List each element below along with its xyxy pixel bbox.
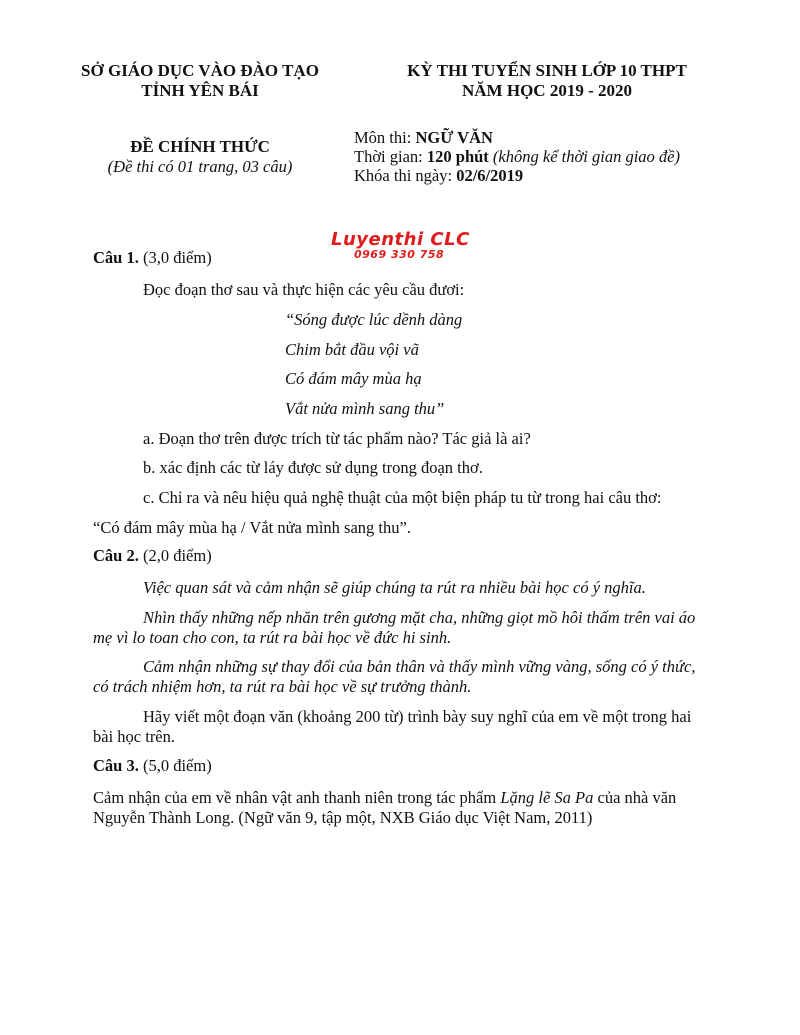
question-1-heading: [93, 248, 212, 268]
time-value: 120 phút: [426, 147, 489, 166]
question-3-label: Câu 3.: [93, 756, 139, 775]
question-1-c: c. Chỉ ra và nêu hiệu quả nghệ thuật của một biện pháp tu từ trong hai câu thơ:: [143, 488, 662, 507]
question-2-heading: [93, 546, 212, 566]
question-3-text-cont: Nguyễn Thành Long. (Ngữ văn 9, tập một, NXB Giáo dục Việt Nam, 2011): [93, 808, 593, 827]
school-year: NĂM HỌC 2019 - 2020: [462, 81, 632, 100]
question-3-work-title: Lặng lẽ Sa Pa: [500, 788, 594, 807]
question-2-paragraph-2: Nhìn thấy những nếp nhăn trên gương mặt cha, những giọt mồ hôi thấm trên vai áo: [143, 608, 696, 627]
question-3-points: (5,0 điểm): [138, 756, 212, 775]
poem-line: Vắt nửa mình sang thu”: [285, 399, 445, 418]
question-3-heading: [93, 756, 212, 776]
question-2-paragraph-3: Cảm nhận những sự thay đổi của bản thân và thấy mình vững vàng, sống có ý thức,: [143, 657, 696, 676]
date-value: 02/6/2019: [456, 166, 524, 185]
question-1-points: (3,0 điểm): [138, 248, 212, 267]
question-2-points: (2,0 điểm): [138, 546, 212, 565]
question-3-text-post: của nhà văn: [593, 788, 677, 807]
question-2-paragraph-2-cont: mẹ vì lo toan cho con, ta rút ra bài học về đức hi sinh.: [93, 628, 452, 647]
poem-line: Có đám mây mùa hạ: [285, 369, 422, 388]
question-1-c-quote: “Có đám mây mùa hạ / Vắt nửa mình sang thu”.: [93, 518, 411, 537]
exam-name: KỲ THI TUYỂN SINH LỚP 10 THPT: [407, 61, 687, 80]
question-2-task-cont: bài học trên.: [93, 727, 176, 746]
question-2-paragraph-1: Việc quan sát và cảm nhận sẽ giúp chúng ta rút ra nhiều bài học có ý nghĩa.: [143, 578, 646, 597]
date-label: Khóa thi ngày:: [354, 166, 457, 185]
question-1-a: a. Đoạn thơ trên được trích từ tác phẩm nào? Tác giả là ai?: [143, 429, 531, 448]
question-2-label: Câu 2.: [93, 546, 139, 565]
question-2-paragraph-3-cont: có trách nhiệm hơn, ta rút ra bài học về sự trưởng thành.: [93, 677, 472, 696]
official-exam-note: (Đề thi có 01 trang, 03 câu): [107, 157, 293, 176]
subject-value: NGỮ VĂN: [415, 128, 493, 147]
question-3-text: [93, 788, 676, 808]
question-1-intro: Đọc đoạn thơ sau và thực hiện các yêu cầu đươi:: [143, 280, 465, 299]
official-exam-title: ĐỀ CHÍNH THỨC: [130, 137, 270, 156]
time-note: (không kể thời gian giao đề): [488, 147, 680, 166]
province-name: TỈNH YÊN BÁI: [141, 81, 259, 100]
time-line: [354, 147, 680, 167]
question-1-label: Câu 1.: [93, 248, 139, 267]
subject-label: Môn thi:: [354, 128, 416, 147]
time-label: Thời gian:: [354, 147, 427, 166]
department-name: SỞ GIÁO DỤC VÀO ĐÀO TẠO: [81, 61, 319, 80]
question-1-b: b. xác định các từ láy được sử dụng trong đoạn thơ.: [143, 458, 483, 477]
question-2-task: Hãy viết một đoạn văn (khoảng 200 từ) trình bày suy nghĩ của em về một trong hai: [143, 707, 692, 726]
poem-line: “Sóng được lúc dềnh dàng: [285, 310, 463, 329]
date-line: [354, 166, 523, 186]
subject-line: [354, 128, 493, 148]
watermark-brand: Luyenthi CLC: [331, 229, 470, 250]
watermark-phone: 0969 330 758: [354, 248, 445, 261]
question-3-text-pre: Cảm nhận của em về nhân vật anh thanh niên trong tác phẩm: [93, 788, 501, 807]
poem-line: Chim bắt đầu vội vã: [285, 340, 419, 359]
